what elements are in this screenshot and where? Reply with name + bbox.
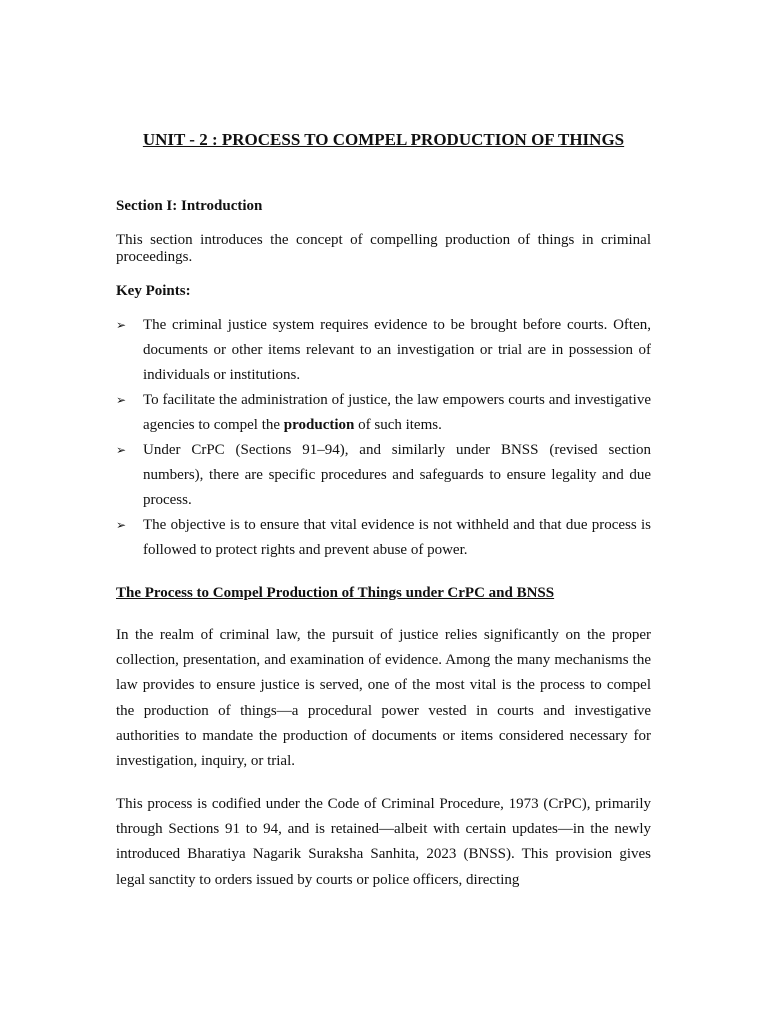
arrow-bullet-icon: ➢	[116, 443, 127, 457]
arrow-bullet-icon: ➢	[116, 518, 127, 532]
list-item	[116, 513, 651, 563]
key-points-heading: Key Points:	[116, 283, 191, 299]
arrow-bullet-icon: ➢	[116, 393, 127, 407]
bullet-text-after: of such items.	[354, 417, 442, 433]
list-item	[116, 313, 651, 388]
section-heading: Section I: Introduction	[116, 198, 263, 214]
bullet-text: Under CrPC (Sections 91–94), and similarly under BNSS (revised section numbers), there are specific procedures and safeguards to ensure legality and due process.	[143, 442, 651, 508]
process-heading: The Process to Compel Production of Things under CrPC and BNSS	[116, 585, 555, 601]
intro-paragraph: This section introduces the concept of compelling production of things in criminal proceedings.	[116, 232, 651, 265]
arrow-bullet-icon: ➢	[116, 318, 127, 332]
list-item	[116, 388, 651, 438]
body-paragraph-2: This process is codified under the Code of Criminal Procedure, 1973 (CrPC), primarily through Sections 91 to 94, and is retained—albeit with certain updates—in the newly introduced Bharatiya Nagarik Suraksha Sanhita, 2023 (BNSS). This provision gives legal sanctity to orders issued by courts or police officers, directing	[116, 796, 651, 888]
key-points-list	[116, 313, 651, 563]
bullet-text: To facilitate the administration of justice, the law empowers courts and investigative agencies to compel the	[143, 392, 651, 433]
bullet-text: The objective is to ensure that vital evidence is not withheld and that due process is followed to protect rights and prevent abuse of power.	[143, 517, 651, 558]
bullet-bold-text: production	[283, 417, 355, 433]
bullet-text: The criminal justice system requires evidence to be brought before courts. Often, documents or other items relevant to an investigation or trial are in possession of individuals or institutions.	[143, 317, 651, 383]
list-item	[116, 438, 651, 513]
document-title: UNIT - 2 : PROCESS TO COMPEL PRODUCTION OF THINGS	[142, 130, 625, 149]
body-paragraph-1: In the realm of criminal law, the pursuit of justice relies significantly on the proper collection, presentation, and examination of evidence. Among the many mechanisms the law provides to ensure justice is served, one of the most vital is the process to compel the production of things—a procedural power vested in courts and investigative authorities to mandate the production of documents or items considered necessary for investigation, inquiry, or trial.	[116, 627, 651, 770]
